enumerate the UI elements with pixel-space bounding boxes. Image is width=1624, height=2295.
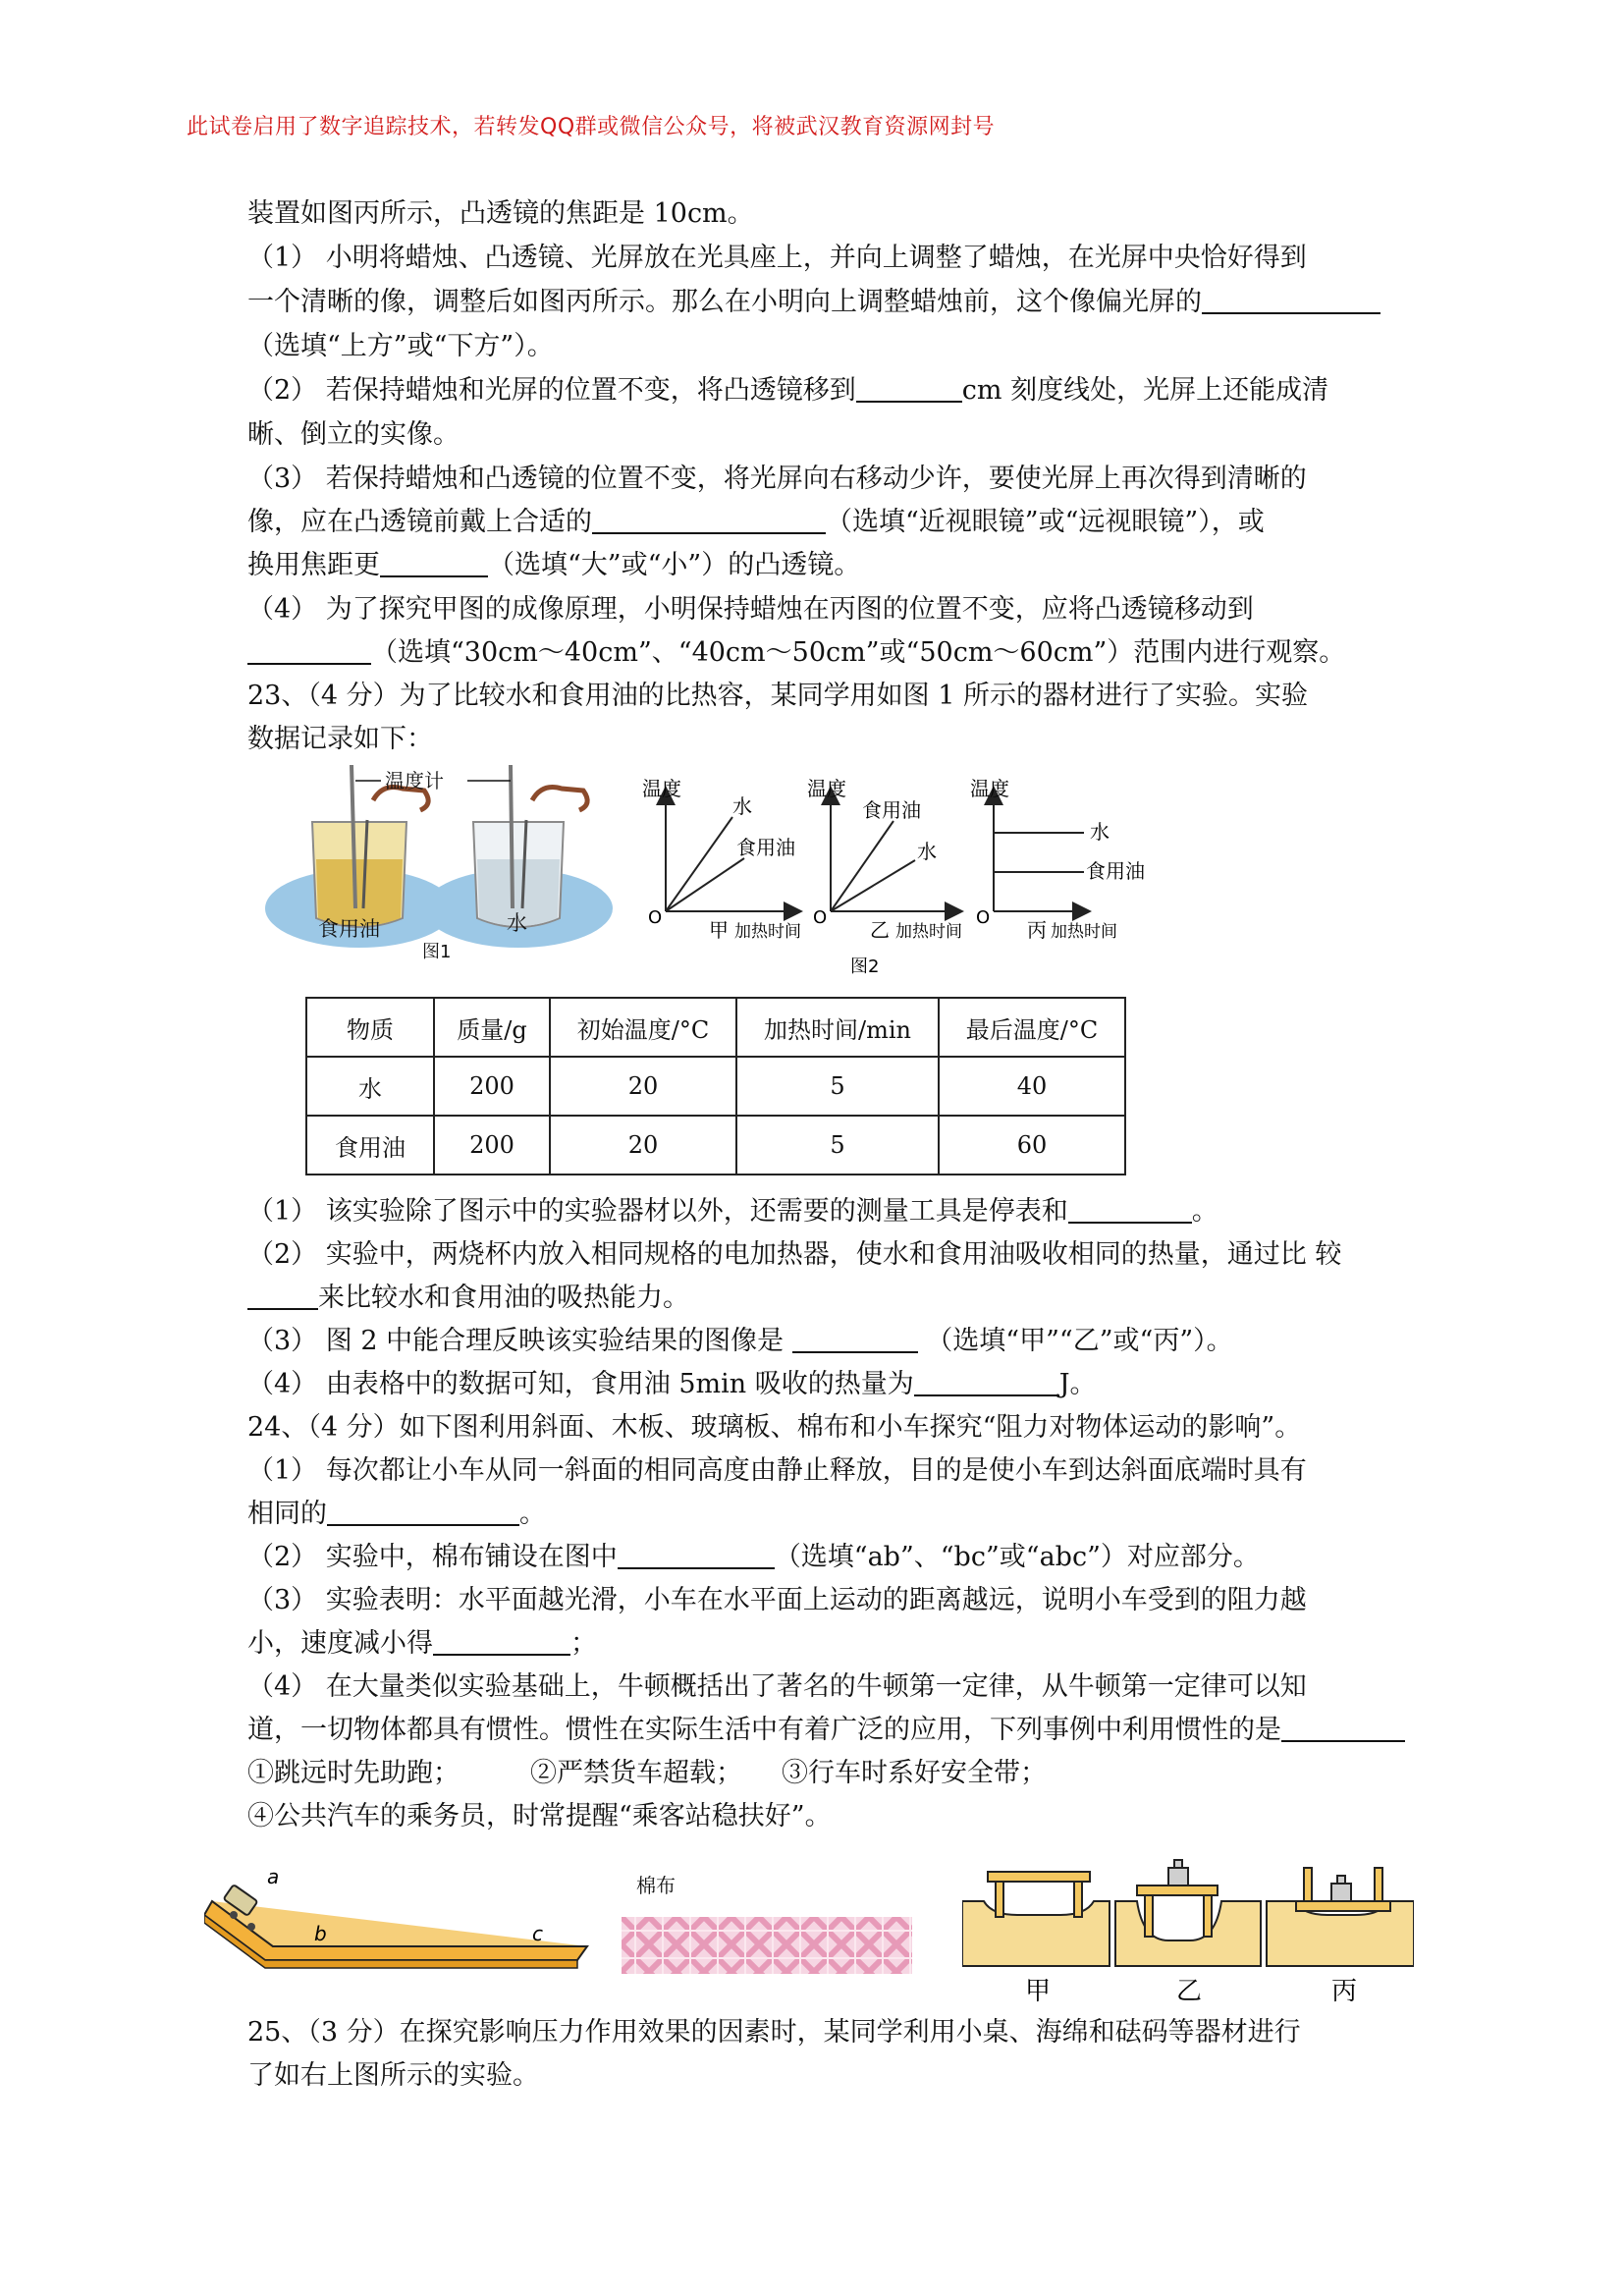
q24-part3-end: ； (570, 1628, 597, 1659)
weight-block (1331, 1884, 1351, 1901)
graph-jia (642, 777, 801, 942)
table-cell: 20 (550, 1057, 736, 1116)
answer-blank (433, 1626, 570, 1656)
answer-blank (1281, 1713, 1405, 1742)
table-cell: 200 (434, 1057, 550, 1116)
answer-blank (247, 1281, 318, 1310)
jia-oil-line (666, 858, 744, 911)
yi-upper-label: 食用油 (862, 798, 921, 822)
q24-option-2: ②严禁货车超载； (530, 1758, 742, 1788)
answer-blank (247, 635, 371, 665)
oil-liquid (316, 859, 403, 926)
q23-title-line1: 23、（4 分）为了比较水和食用油的比热容，某同学用如图 1 所示的器材进行了实验。实验 (247, 681, 1308, 711)
yi-lower-label: 水 (917, 840, 937, 863)
cotton-cloth-label: 棉布 (636, 1874, 676, 1897)
q24-option-4: ④公共汽车的乘务员，时常提醒“乘客站稳扶好”。 (247, 1801, 832, 1831)
incline-ramp-figure (204, 1862, 597, 1982)
yi-y-label: 温度 (807, 777, 846, 800)
q24-part2-end: （选填“ab”、“bc”或“abc”）对应部分。 (774, 1542, 1260, 1572)
q22-part3-line3 (247, 546, 860, 585)
table-cell: 水 (306, 1057, 434, 1116)
table-row (306, 1116, 1125, 1175)
q22-part3-text2-end: （选填“大”或“小”）的凸透镜。 (488, 550, 861, 580)
pressure-experiment-figure (962, 1846, 1414, 2003)
yi-water-line (831, 860, 915, 911)
point-b-label: b (314, 1922, 327, 1945)
q22-part1-line3: （选填“上方”或“下方”）。 (247, 331, 554, 361)
yi-x-label: 加热时间 (895, 922, 962, 942)
q22-part1-text: 一个清晰的像，调整后如图丙所示。那么在小明向上调整蜡烛前，这个像偏光屏的 (247, 287, 1202, 317)
q23-part2-line1: （2） 实验中，两烧杯内放入相同规格的电加热器，使水和食用油吸收相同的热量，通过比 较 (247, 1239, 1342, 1270)
q23-part2-text: 来比较水和食用油的吸热能力。 (318, 1283, 689, 1313)
cotton-cloth-swatch (622, 1917, 912, 1974)
figure1-caption: 图1 (422, 942, 452, 962)
yi-name: 乙 (870, 918, 890, 942)
q24-part3-text: 小，速度减小得 (247, 1628, 433, 1659)
q24-option-3: ③行车时系好安全带； (782, 1758, 1047, 1788)
point-c-label: c (532, 1922, 543, 1945)
yi-origin: O (813, 907, 828, 928)
graph-yi (807, 777, 962, 942)
bing-x-label: 加热时间 (1051, 922, 1117, 942)
answer-blank (1202, 285, 1380, 314)
figure2-caption: 图2 (850, 956, 880, 977)
q22-part3-text2: 换用焦距更 (247, 550, 380, 580)
answer-blank (914, 1367, 1059, 1396)
table-header-cell: 质量/g (434, 998, 550, 1057)
jia-y-label: 温度 (642, 777, 681, 800)
table-header-cell: 初始温度/°C (550, 998, 736, 1057)
q23-part3 (247, 1322, 1233, 1361)
q24-part4-line1: （4） 在大量类似实验基础上，牛顿概括出了著名的牛顿第一定律，从牛顿第一定律可以知 (247, 1671, 1307, 1702)
q25-line2: 了如右上图所示的实验。 (247, 2060, 539, 2091)
jia-name: 甲 (709, 918, 729, 942)
table-cell: 20 (550, 1116, 736, 1175)
small-table-top-inverted (1296, 1901, 1390, 1911)
table-cell: 食用油 (306, 1116, 434, 1175)
q22-part2-line1 (247, 371, 1328, 410)
q22-part3-text-end: （选填“近视眼镜”或“远视眼镜”），或 (826, 507, 1265, 537)
q23-part3-end: （选填“甲”“乙”或“丙”）。 (926, 1326, 1233, 1356)
bing-y-label: 温度 (970, 777, 1009, 800)
point-a-label: a (267, 1865, 280, 1888)
answer-blank (380, 548, 488, 577)
q22-part1-line2 (247, 283, 1380, 322)
jia-lower-label: 食用油 (736, 836, 795, 859)
bing-origin: O (976, 907, 991, 928)
q24-part4-line2 (247, 1711, 1405, 1750)
answer-blank (327, 1497, 519, 1526)
small-table-top (1137, 1885, 1218, 1895)
sponge-bing (1267, 1868, 1414, 2003)
figure2-graphs (638, 764, 1168, 980)
jia-upper-label: 水 (732, 794, 752, 818)
answer-blank (856, 373, 962, 403)
q24-part1-line1: （1） 每次都让小车从同一斜面的相同高度由静止释放，目的是使小车到达斜面底端时具有 (247, 1455, 1307, 1486)
q22-part4-line2 (247, 633, 1345, 673)
table-header-row (306, 998, 1125, 1057)
q22-part2-text: （2） 若保持蜡烛和光屏的位置不变，将凸透镜移到 (247, 375, 856, 406)
q22-intro: 装置如图丙所示，凸透镜的焦距是 10cm。 (247, 198, 754, 229)
table-header-cell: 加热时间/min (736, 998, 939, 1057)
label-yi: 乙 (1176, 1977, 1203, 2003)
table-cell: 40 (939, 1057, 1125, 1116)
thermometer-water (511, 765, 513, 908)
q22-part3-text: 像，应在凸透镜前戴上合适的 (247, 507, 592, 537)
experiment-data-table (305, 997, 1126, 1175)
thermometer-label: 温度计 (385, 769, 444, 792)
ramp-surface (212, 1901, 587, 1946)
q22-part2-text-end: cm 刻度线处，光屏上还能成清 (961, 375, 1329, 406)
cloth-pattern (622, 1917, 912, 1974)
table-header-cell: 物质 (306, 998, 434, 1057)
q23-part3-text: （3） 图 2 中能合理反映该实验结果的图像是 (247, 1326, 785, 1356)
q24-option-1: ①跳远时先助跑； (247, 1758, 460, 1788)
q24-part1-text: 相同的 (247, 1499, 327, 1529)
q23-part1 (247, 1192, 1218, 1231)
figure1-beakers (265, 761, 619, 967)
label-jia: 甲 (1025, 1977, 1052, 2003)
q23-part1-text: （1） 该实验除了图示中的实验器材以外，还需要的测量工具是停表和 (247, 1196, 1068, 1227)
table-cell: 5 (736, 1057, 939, 1116)
q24-part2 (247, 1538, 1260, 1577)
answer-blank (592, 505, 826, 534)
q22-part4-text: （选填“30cm～40cm”、“40cm～50cm”或“50cm～60cm”）范围内进行观察。 (371, 637, 1346, 668)
q22-part1-line1: （1） 小明将蜡烛、凸透镜、光屏放在光具座上，并向上调整了蜡烛，在光屏中央恰好得到 (247, 243, 1307, 273)
bing-lower-label: 食用油 (1086, 859, 1145, 883)
q23-part4-text: （4） 由表格中的数据可知，食用油 5min 吸收的热量为 (247, 1369, 914, 1399)
q24-part2-text: （2） 实验中，棉布铺设在图中 (247, 1542, 618, 1572)
label-bing: 丙 (1331, 1977, 1358, 2003)
q24-part1-line2 (247, 1495, 546, 1534)
answer-blank (792, 1324, 918, 1353)
q23-part1-end: 。 (1191, 1196, 1218, 1227)
table-cell: 200 (434, 1116, 550, 1175)
q24-part3-line1: （3） 实验表明：水平面越光滑，小车在水平面上运动的距离越远，说明小车受到的阻力越 (247, 1585, 1307, 1615)
q24-part4-text: 道，一切物体都具有惯性。惯性在实际生活中有着广泛的应用，下列事例中利用惯性的是 (247, 1715, 1281, 1745)
jia-water-line (666, 817, 732, 911)
table-header-cell: 最后温度/°C (939, 998, 1125, 1057)
table-row (306, 1057, 1125, 1116)
answer-blank (618, 1540, 775, 1569)
heater-cord-water (532, 788, 587, 811)
answer-blank (1068, 1194, 1192, 1224)
water-label: 水 (507, 911, 527, 935)
q22-part2-line2: 晰、倒立的实像。 (247, 419, 460, 450)
q23-title-line2: 数据记录如下： (247, 724, 433, 754)
q22-part3-line1: （3） 若保持蜡烛和凸透镜的位置不变，将光屏向右移动少许，要使光屏上再次得到清晰的 (247, 464, 1307, 494)
graph-bing (970, 777, 1145, 942)
oil-label: 食用油 (318, 917, 380, 941)
sponge-yi (1115, 1860, 1261, 2003)
cart-wheel (247, 1923, 255, 1931)
q25-line1: 25、（3 分）在探究影响压力作用效果的因素时，某同学利用小桌、海绵和砝码等器材进行 (247, 2017, 1301, 2048)
q23-part4 (247, 1365, 1097, 1404)
q22-part3-line2 (247, 503, 1265, 542)
weight-block (1168, 1868, 1188, 1885)
jia-x-label: 加热时间 (734, 922, 801, 942)
q24-part1-end: 。 (519, 1499, 546, 1529)
cart-wheel (230, 1911, 238, 1919)
q23-part2-line2 (247, 1279, 689, 1318)
small-table-top (988, 1872, 1090, 1882)
q23-part4-end: J。 (1058, 1369, 1097, 1399)
anti-forwarding-warning: 此试卷启用了数字追踪技术，若转发QQ群或微信公众号，将被武汉教育资源网封号 (187, 115, 996, 139)
table-cell: 60 (939, 1116, 1125, 1175)
sponge-jia (962, 1872, 1110, 2003)
q22-part4-line1: （4） 为了探究甲图的成像原理，小明保持蜡烛在丙图的位置不变，应将凸透镜移动到 (247, 594, 1254, 625)
bing-upper-label: 水 (1090, 820, 1110, 844)
yi-oil-line (831, 821, 893, 911)
q24-options-row (247, 1754, 1047, 1793)
jia-origin: O (648, 907, 663, 928)
table-cell: 5 (736, 1116, 939, 1175)
q24-part3-line2 (247, 1624, 597, 1664)
q24-title: 24、（4 分）如下图利用斜面、木板、玻璃板、棉布和小车探究“阻力对物体运动的影响”。 (247, 1412, 1302, 1443)
bing-name: 丙 (1027, 918, 1047, 942)
